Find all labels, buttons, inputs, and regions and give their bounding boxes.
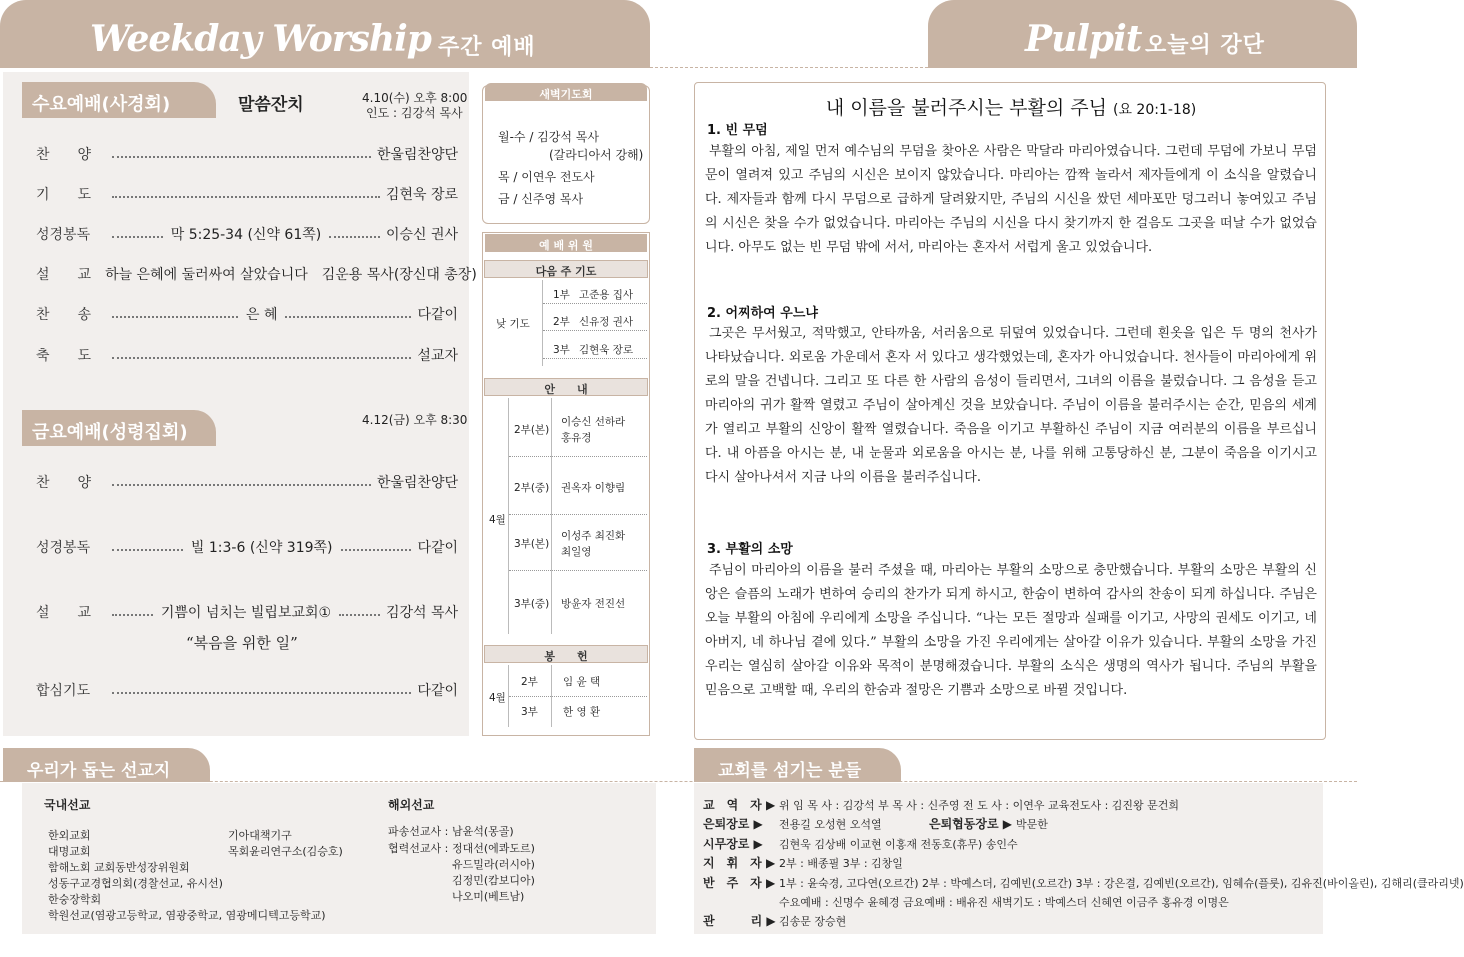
wed-person: 다같이 (417, 307, 459, 323)
offering-rule (509, 696, 647, 697)
domestic-item: 기아대책기구 (228, 829, 292, 842)
domestic-item: 성동구교경협의회(경찰선교, 유시선) (48, 877, 223, 890)
fri-date: 4.12(금) 오후 8:30 (362, 413, 468, 427)
noon-divider (542, 280, 543, 366)
fri-person: 다같이 (417, 540, 459, 556)
committee-title: 예 배 위 원 (485, 234, 647, 252)
header-right-tab (928, 0, 1357, 68)
wed-leader (329, 230, 380, 238)
fri-sermon-subtitle: “복음을 위한 일” (186, 634, 298, 652)
wed-leader (112, 150, 371, 158)
wed-date: 4.10(수) 오후 8:00 (362, 91, 468, 105)
guide-part: 3부(중) (514, 598, 550, 610)
guide-rule (509, 456, 647, 457)
wed-leader (112, 190, 380, 198)
wed-leader (112, 230, 163, 238)
wed-leader (112, 351, 411, 359)
fri-person: 한울림찬양단 (376, 475, 458, 491)
fri-leader (112, 478, 371, 486)
wed-lead: 인도 : 김강석 목사 (366, 106, 463, 120)
staff-names: 수요예배 : 신명수 윤혜경 금요예배 : 배유진 새벽기도 : 박예스더 신혜연 이금주 홍유경 이명은 (779, 896, 1229, 909)
noon-name: 고준용 집사 (579, 289, 634, 301)
overseas-name: 김정민(캄보디아) (452, 874, 535, 887)
fri-person: 김강석 목사 (385, 605, 459, 621)
overseas-name: 나오미(베트남) (452, 890, 525, 903)
staff-label: 관 리 ▶ (703, 914, 776, 928)
staff-names: 김현욱 김상배 이교현 이홍재 전동호(휴무) 송인수 (779, 838, 1018, 851)
staff-label: 은퇴장로 ▶ (703, 817, 763, 831)
next-week-bar: 다음 주 기도 (484, 260, 648, 278)
staff-names: 1부 : 윤숙경, 고다연(오르간) 2부 : 박예스더, 김예빈(오르간) 3부 : 강은결, 김예빈(오르간), 임혜슈(플룻), 김유진(바이올린), 김해리(클라리넷) (779, 877, 1464, 890)
fri-content: 기쁨이 넘치는 빌립보교회① (160, 605, 332, 621)
staff-label: 교 역 자 ▶ (703, 798, 776, 812)
dawn-title: 새벽기도회 (485, 83, 647, 101)
sermon-para-3: 주님이 마리아의 이름을 불러 주셨을 때, 마리아는 부활의 소망으로 충만했습니다. 부활의 소망은 부활의 신앙은 슬픔의 노래가 변하여 승리의 찬가가 되게 하시고, 한숨이 변하여 감사의 찬송이 되게 하십니다. 주님은 오늘 부활의 아침에 우리에게 소망을 주십니다. “나는 모든 절망과 실패를 이기고, 사망의 권세도 이기고, 네 아버지, 네 하나님 곁에 있다.” 부활의 소망을 가진 우리에게는 살아갈 이유가 있습니다. 부활의 소망을 가진 우리는 열심히 살아갈 이유와 목적이 분명해졌습니다. 부활의 소식은 생명의 역사가 됩니다. 주님의 부활을 믿음으로 고백할 때, 우리의 한숨과 절망은 기쁨과 소망으로 바뀔 것입니다. (705, 563, 1317, 698)
fri-leader (112, 543, 183, 551)
guide-divider-2 (551, 398, 552, 634)
overseas-name: 남윤석(몽골) (452, 825, 514, 838)
noon-rule (543, 303, 647, 304)
domestic-item: 한외교회 (48, 829, 91, 842)
staff-names: 위 임 목 사 : 김강석 부 목 사 : 신주영 전 도 사 : 이연우 교육전도사 : 김진왕 문건희 (779, 799, 1180, 812)
noon-part: 2부 (553, 316, 570, 328)
wed-person: 김운용 목사(장신대 총장) (321, 267, 477, 283)
domestic-item: 대명교회 (48, 845, 91, 858)
staff-label: 은퇴협동장로 ▶ (929, 817, 1012, 831)
staff-names: 김송문 장승현 (779, 915, 847, 928)
guide-part: 2부(중) (514, 482, 550, 494)
fri-leader (112, 686, 411, 694)
wed-row (36, 184, 458, 204)
wed-section-header: 수요예배(사경회) (22, 82, 216, 118)
sermon-ref: (요 20:1-18) (1112, 102, 1197, 118)
dawn-line-4: 금 / 신주영 목사 (498, 192, 584, 206)
wed-content: 막 5:25-34 (신약 61쪽) (170, 227, 322, 243)
staff-names: 2부 : 배종필 3부 : 김창일 (779, 857, 903, 870)
fri-person: 다같이 (417, 683, 458, 699)
fri-row (36, 680, 458, 700)
header-left-script: Weekday Worship (90, 18, 431, 60)
guide-name: 홍유경 (561, 432, 592, 444)
fri-row (36, 472, 458, 492)
guide-name: 이성주 최진화 (561, 530, 626, 542)
sermon-title (695, 93, 1327, 120)
offering-part: 3부 (521, 706, 538, 718)
sermon-card (694, 82, 1326, 740)
dawn-line-2: (갈라디아서 강해) (549, 148, 644, 162)
wed-label: 성경봉독 (36, 227, 91, 243)
fri-leader (341, 543, 412, 551)
domestic-item: 한숭장학회 (48, 893, 102, 906)
wed-row (36, 345, 458, 365)
wed-content: 하늘 은혜에 둘러싸여 살았습니다 (105, 267, 308, 283)
guide-part: 2부(본) (514, 424, 550, 436)
noon-name: 김현욱 장로 (579, 344, 634, 356)
wed-label: 찬 양 (36, 147, 92, 163)
fri-label: 성경봉독 (36, 540, 91, 556)
wed-person: 이승신 권사 (385, 227, 459, 243)
wed-label: 축 도 (36, 348, 92, 364)
overseas-label: 파송선교사 : (388, 825, 449, 838)
wed-label: 설 교 (36, 267, 92, 283)
domestic-item: 함해노회 교회동반성장위원회 (48, 861, 190, 874)
offering-part: 2부 (521, 676, 538, 688)
staff-names: 박문한 (1016, 818, 1048, 831)
header-right-kor: 오늘의 강단 (1145, 33, 1265, 58)
guide-rule (509, 514, 647, 515)
domestic-item: 학원선교(염광고등학교, 염광중학교, 염광메디텍고등학교) (48, 909, 326, 922)
guide-name: 방윤자 전진선 (561, 598, 626, 610)
noon-part: 1부 (553, 289, 570, 301)
fri-leader (112, 608, 153, 616)
staff-label: 지 휘 자 ▶ (703, 856, 776, 870)
dawn-line-1: 월-수 / 김강석 목사 (498, 130, 599, 144)
dawn-line-3: 목 / 이연우 전도사 (498, 170, 595, 184)
noon-name: 신유정 권사 (579, 316, 634, 328)
offering-bar: 봉 헌 (484, 645, 648, 663)
wed-content: 은 혜 (245, 307, 278, 323)
domestic-title: 국내선교 (44, 798, 91, 812)
overseas-name: 유드밀라(러시아) (452, 858, 535, 871)
staff-header: 교회를 섬기는 분들 (694, 748, 901, 782)
header-left-kor: 주간 예배 (438, 35, 536, 60)
header-divider (650, 67, 928, 68)
wed-subtitle: 말씀잔치 (238, 95, 304, 115)
noon-rule (543, 358, 647, 359)
noon-rule (543, 330, 647, 331)
guide-name: 최일영 (561, 546, 592, 558)
wed-person: 설교자 (417, 348, 458, 364)
fri-section-header: 금요예배(성령집회) (22, 410, 216, 446)
guide-name: 이승신 선하라 (561, 416, 626, 428)
staff-label: 반 주 자 ▶ (703, 876, 776, 890)
wed-leader (112, 310, 238, 318)
offering-name: 한 영 환 (563, 706, 601, 718)
guide-part: 3부(본) (514, 538, 550, 550)
sermon-head-3: 3. 부활의 소망 (707, 542, 793, 557)
fri-label: 찬 양 (36, 475, 92, 491)
staff-names: 전용길 오성현 오석열 (779, 818, 882, 831)
fri-label: 설 교 (36, 605, 92, 621)
wed-row (36, 144, 458, 164)
header-right-script: Pulpit (1025, 18, 1142, 60)
wed-person: 한울림찬양단 (376, 147, 458, 163)
sermon-para-2: 그곳은 무서웠고, 적막했고, 안타까움, 서러움으로 뒤덮여 있었습니다. 그런데 흰옷을 입은 두 명의 천사가 나타났습니다. 외로움 가운데서 혼자 서 있다고 생각했었는데, 혼자가 아니었습니다. 천사들이 마리아에게 위로의 말을 건넵니다. 그리고 또 다른 한 사람의 음성이 들리면서, 그녀의 이름을 불렀습니다. 그 음성을 듣고 마리아의 귀가 활짝 열렸고 주님이 살아계신 것을 보았습니다. 주님이 이름을 불러주시는 순간, 믿음의 세계가 열리고 부활의 신앙이 활짝 열렸습니다. 죽음을 이기고 부활하신 주님이 지금 여러분의 이름을 부르십니다. 내 아픔을 아시는 분, 내 눈물과 외로움을 아시는 분, 나를 위해 고통당하신 분, 그분이 죽음을 이기시고 다시 살아나셔서 지금 나의 이름을 불러주십니다. (705, 326, 1317, 485)
overseas-title: 해외선교 (388, 798, 435, 812)
sermon-head-2: 2. 어찌하여 우느냐 (707, 306, 818, 321)
wed-label: 기 도 (36, 187, 92, 203)
wed-row (36, 224, 458, 244)
fri-row (36, 537, 458, 557)
sermon-para-1: 부활의 아침, 제일 먼저 예수님의 무덤을 찾아온 사람은 막달라 마리아였습니다. 그런데 무덤에 가보니 무덤 문이 열려져 있고 주님의 시신은 보이지 않았습니다. 마리아는 깜짝 놀라서 제자들에게 이 소식을 알렸습니다. 제자들과 함께 다시 무덤으로 급하게 달려왔지만, 주님의 시신을 쌌던 세마포만 덩그러니 놓여있고 주님의 시신은 찾을 수가 없었습니다. 마리아는 주님의 시신을 다시 찾기까지 한 걸음도 그곳을 떠날 수가 없었습니다. 아무도 없는 빈 무덤 밖에 서서, 마리아는 혼자서 서럽게 울고 있었습니다. (705, 144, 1317, 255)
noon-part: 3부 (553, 344, 570, 356)
staff-label: 시무장로 ▶ (703, 837, 763, 851)
offering-name: 임 윤 택 (563, 676, 601, 688)
fri-label: 합심기도 (36, 683, 91, 699)
sermon-head-1: 1. 빈 무덤 (707, 123, 768, 138)
domestic-item: 목회윤리연구소(김승호) (228, 845, 343, 858)
wed-leader (285, 310, 411, 318)
overseas-name: 정대선(에콰도르) (452, 842, 535, 855)
guide-divider-1 (508, 398, 509, 634)
guide-bar: 안 내 (484, 378, 648, 396)
fri-row (36, 602, 458, 622)
wed-row (36, 304, 458, 324)
guide-rule (509, 570, 647, 571)
wed-row (36, 264, 477, 284)
overseas-label: 협력선교사 : (388, 842, 449, 855)
noon-label: 낮 기도 (496, 318, 530, 330)
missions-header: 우리가 돕는 선교지 (3, 748, 210, 782)
offering-month: 4월 (489, 692, 506, 704)
guide-name: 권옥자 이향림 (561, 482, 626, 494)
wed-label: 찬 송 (36, 307, 92, 323)
guide-month: 4월 (489, 514, 506, 526)
sermon-title-text: 내 이름을 불러주시는 부활의 주님 (825, 97, 1107, 119)
fri-leader (339, 608, 380, 616)
wed-person: 김현욱 장로 (385, 187, 458, 203)
fri-content: 빌 1:3-6 (신약 319쪽) (190, 540, 333, 556)
